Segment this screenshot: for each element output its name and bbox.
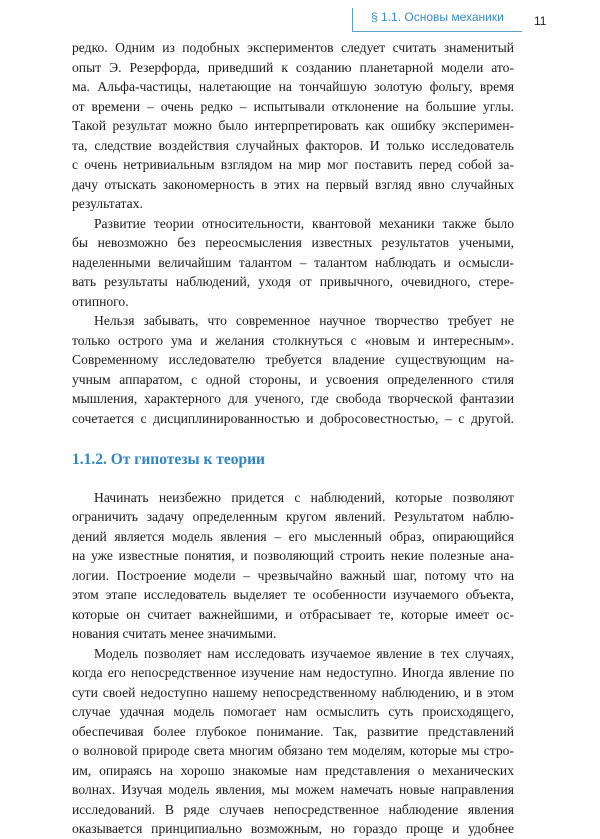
- text-line: им, опираясь на хорошо знакомые нам представления о механических: [72, 762, 514, 778]
- text-line: оказывается принципиально возможным, но гораздо проще и удобнее: [72, 821, 514, 836]
- text-line: ма. Альфа-частицы, налетающие на тончайшую золотую фольгу, время: [72, 79, 514, 94]
- text-line: наделенными величайшим талантом – талантом наблюдать и осмысли-: [72, 254, 514, 270]
- text-line: исследований. В ряде случаев непосредственное наблюдение явления: [72, 801, 514, 817]
- text-line: на уже известные понятия, и позволяющий строить некие полезные ана-: [72, 548, 514, 563]
- text-line: Начинать неизбежно придется с наблюдений, которые позволяют: [94, 489, 514, 505]
- text-line: Такой результат можно было интерпретировать как ошибку эксперимен-: [72, 118, 514, 133]
- text-line: от времени – очень редко – испытывали отклонение на большие углы.: [72, 98, 514, 114]
- text-line: этом этапе исследователь выделяет те особенности изучаемого объекта,: [72, 587, 514, 602]
- text-line: обеспечивая более глубокое понимание. Так, развитие представлений: [72, 723, 514, 739]
- section-heading: 1.1.2. От гипотезы к теории: [72, 451, 265, 468]
- running-header-title: § 1.1. Основы механики: [371, 10, 504, 24]
- text-line: учным аппаратом, с одной стороны, и усвоения определенного стиля: [72, 371, 514, 387]
- running-header: [352, 8, 522, 32]
- paragraph: [72, 214, 514, 312]
- text-line: с очень нетривиальным взглядом на мир мог поставить перед собой за-: [72, 157, 514, 172]
- page-body: [72, 38, 514, 839]
- paragraph-continued: [72, 38, 514, 214]
- text-line: о волновой природе света многим обязано тем моделям, которые мы стро-: [72, 743, 514, 758]
- text-line: бы невозможно без переосмысления известных результатов учеными,: [72, 235, 514, 250]
- text-line: Современному исследователю требуется владение существующим на-: [72, 352, 514, 367]
- text-line: случае удачная модель помогает нам осмыслить суть происходящего,: [72, 704, 514, 719]
- paragraph: [72, 644, 514, 839]
- text-line: ограничить задачу определенным кругом явлений. Результатом наблю-: [72, 509, 514, 524]
- text-line: сочетается с дисциплинированностью и добросовестностью, – с другой.: [72, 410, 514, 426]
- text-line: та, следствие воздействия случайных факторов. И только исследователь: [72, 137, 514, 153]
- text-line: Нельзя забывать, что современное научное творчество требует не: [94, 313, 514, 328]
- text-line: сути своей недоступно нашему непосредственному наблюдению, и в этом: [72, 684, 514, 700]
- text-line: опыт Э. Резерфорда, приведший к созданию планетарной модели ато-: [72, 59, 514, 75]
- text-line: логии. Построение модели – чрезвычайно важный шаг, потому что на: [72, 567, 514, 583]
- paragraph: [72, 311, 514, 428]
- text-line: вать результаты наблюдений, уходя от привычного, очевидного, стере-: [72, 274, 514, 289]
- text-line: когда его непосредственное изучение нам недоступно. Иногда явление по: [72, 665, 514, 680]
- text-line: Развитие теории относительности, квантовой механики также было: [94, 215, 514, 231]
- text-line: отипного.: [72, 293, 129, 309]
- text-line: дений является модель явления – его мысленный образ, опирающийся: [72, 528, 514, 544]
- text-line: мышления, характерного для ученого, где свобода творческой фантазии: [72, 391, 514, 406]
- page-number: 11: [534, 14, 547, 28]
- text-line: волнах. Изучая модель явления, мы можем намечать новые направления: [72, 782, 514, 797]
- text-line: нования считать менее значимыми.: [72, 626, 277, 641]
- text-line: редко. Одним из подобных экспериментов следует считать знаменитый: [72, 40, 514, 55]
- text-line: дачу отыскать закономерность в этих на первый взгляд явно случайных: [72, 176, 514, 192]
- text-line: которые он считает важнейшими, и отбрасывает те, которые имеет ос-: [72, 606, 514, 622]
- paragraph: [72, 488, 514, 644]
- text-line: результатах.: [72, 196, 143, 211]
- text-line: только острого ума и желания столкнуться с «новым и интересным».: [72, 332, 514, 348]
- text-line: Модель позволяет нам исследовать изучаемое явление в тех случаях,: [94, 645, 514, 661]
